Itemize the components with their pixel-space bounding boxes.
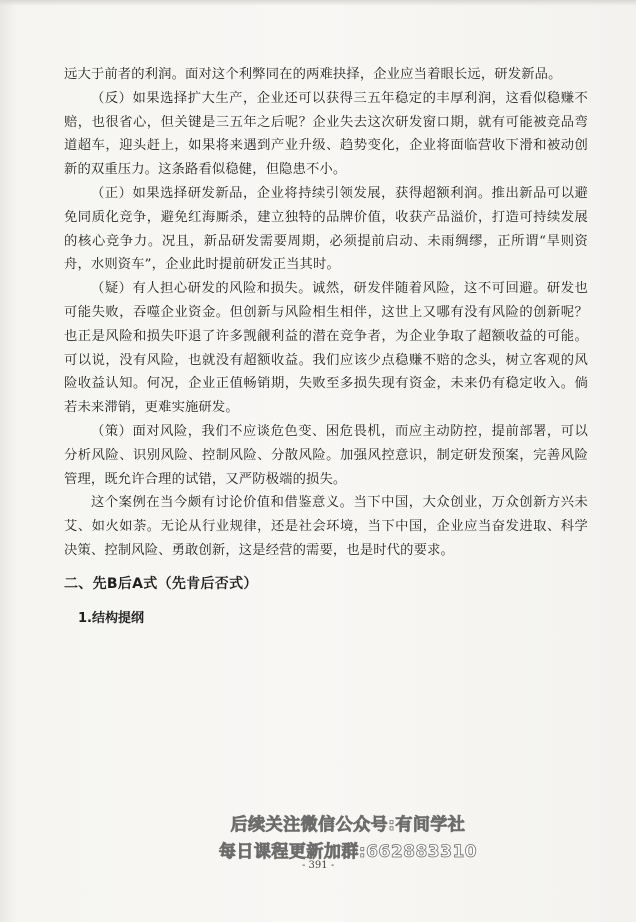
paragraph-text: 这个案例在当今颇有讨论价值和借鉴意义。当下中国，大众创业，万众创新方兴未艾、如火如荼。无论从行业规律，还是社会环境，当下中国，企业应当奋发进取、科学决策、控制风险、勇敢创新，这是经营的需要，也是时代的要求。 (64, 495, 588, 558)
scan-shadow (0, 0, 636, 6)
paragraph-text: 有人担心研发的风险和损失。诚然，研发伴随着风险，这不可回避。研发也可能失败，吞噬企业资金。但创新与风险相生相伴，这世上又哪有没有风险的创新呢？也正是风险和损失吓退了许多觊觎利益的潜在竞争者，为企业争取了超额收益的可能。可以说，没有风险，也就没有超额收益。我们应该少点稳赚不赔的念头，树立客观的风险收益认知。何况，企业正值畅销期，失败至多损失现有资金，未来仍有稳定收入。倘若未来滞销，更难实施研发。 (64, 281, 588, 416)
paragraph-label: （策） (91, 423, 133, 439)
paragraph-intro-continuation (64, 63, 588, 87)
paragraph-conclusion (64, 491, 588, 562)
page-number: - 391 - (302, 860, 335, 871)
paragraph-text: 面对风险，我们不应谈危色变、困危畏机，而应主动防控，提前部署，可以分析风险、识别风险、控制风险、分散风险。加强风控意识，制定研发预案，完善风险管理，既允许合理的试错，又严防极端的损失。 (64, 423, 588, 487)
watermark-line-1: 后续关注微信公众号:有间学社 (230, 815, 466, 835)
paragraph-label: （正） (91, 185, 133, 201)
paragraph-text: 如果选择研发新品，企业将持续引领发展，获得超额利润。推出新品可以避免同质化竞争，避免红海厮杀，建立独特的品牌价值，收获产品溢价，打造可持续发展的核心竞争力。况且，新品研发需要周期，必须提前启动、未雨绸缪，正所谓“旱则资舟，水则资车”，企业此时提前研发正当其时。 (64, 185, 588, 273)
watermark-line-2: 每日课程更新加群:662883310 (218, 842, 478, 862)
page-body (64, 63, 588, 631)
sub-heading: 1.结构提纲 (78, 610, 144, 626)
section-heading: 二、先B后A式（先肯后否式） (64, 575, 258, 592)
paragraph-text: 远大于前者的利润。面对这个利弊同在的两难抉择，企业应当着眼长远，研发新品。 (64, 67, 562, 82)
paragraph-label: （反） (91, 90, 133, 106)
paragraph-counter-argument (64, 87, 588, 182)
paragraph-pro-argument (64, 182, 588, 277)
paragraph-label: （疑） (91, 281, 133, 297)
paragraph-strategy (64, 420, 588, 491)
paragraph-text: 如果选择扩大生产，企业还可以获得三五年稳定的丰厚利润，这看似稳赚不赔，也很省心，但关键是三五年之后呢？企业失去这次研发窗口期，就有可能被竞品弯道超车，迎头赶上，如果将来遇到产业升级、趋势变化，企业将面临营收下滑和被动创新的双重压力。这条路看似稳健，但隐患不小。 (64, 90, 588, 178)
paragraph-doubt (64, 277, 588, 420)
watermark (218, 812, 478, 866)
